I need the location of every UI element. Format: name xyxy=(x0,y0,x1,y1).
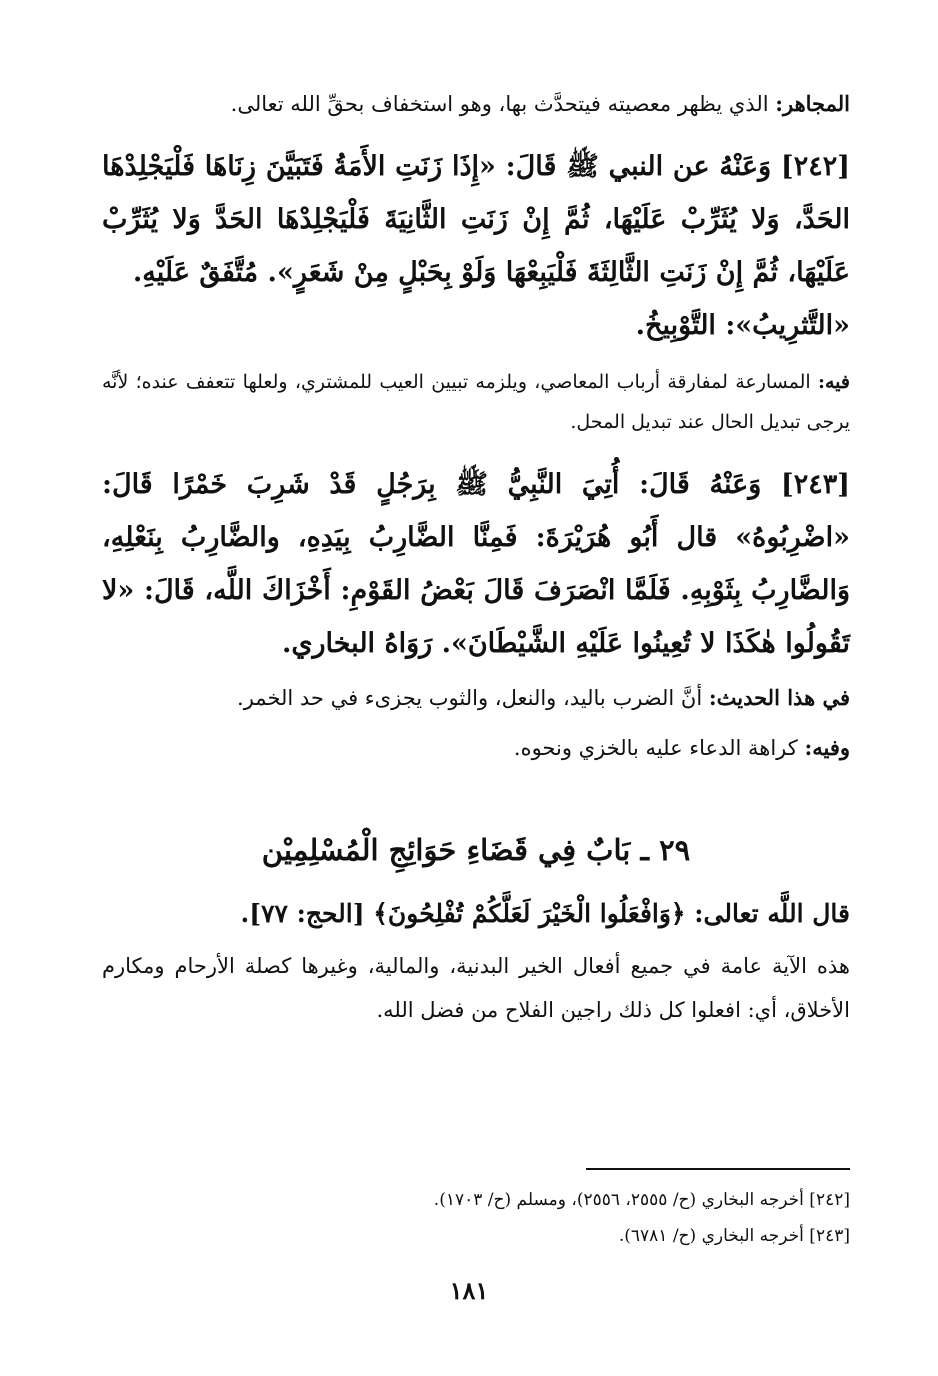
chapter-title: ٢٩ ـ بَابٌ فِي قَضَاءِ حَوَائِجِ الْمُسْلِمِيْن xyxy=(261,833,691,867)
hadith-243-commentary-2-label: وفيه: xyxy=(804,735,850,760)
footnotes xyxy=(102,1168,850,1254)
verse-commentary: هذه الآية عامة في جميع أفعال الخير البدنية، والمالية، وغيرها كصلة الأرحام ومكارم الأخلاق، أي: افعلوا كل ذلك راجين الفلاح من فضل الله. xyxy=(102,954,850,1022)
footnote-242: [٢٤٢] أخرجه البخاري (ح/ ٢٥٥٥، ٢٥٥٦)، ومسلم (ح/ ١٧٠٣). xyxy=(433,1190,850,1210)
hadith-242-commentary-text: المسارعة لمفارقة أرباب المعاصي، ويلزمه تبيين العيب للمشتري، ولعلها تتعفف عنده؛ لأنَّه يرجى تبديل الحال عند تبديل المحل. xyxy=(102,371,850,433)
hadith-242-commentary xyxy=(102,362,850,442)
hadith-243-commentary-1-text: أنَّ الضرب باليد، والنعل، والثوب يجزىء في حد الخمر. xyxy=(237,686,703,710)
footnote-divider xyxy=(586,1168,850,1170)
hadith-243-commentary-1 xyxy=(102,676,850,720)
verse-intro: قال اللَّه تعالى: xyxy=(694,899,850,928)
hadith-243-commentary-1-label: في هذا الحديث: xyxy=(708,685,850,710)
hadith-242-gloss: «التَّثرِيبُ»: التَّوْبِيخُ. xyxy=(635,310,850,341)
intro-term: المجاهر: xyxy=(775,91,850,116)
page-number: ١٨١ xyxy=(449,1276,489,1305)
intro-text: الذي يظهر معصيته فيتحدَّث بها، وهو استخفاف بحقِّ الله تعالى. xyxy=(230,92,769,116)
intro-paragraph xyxy=(102,82,850,126)
hadith-242-text: [٢٤٢] وَعَنْهُ عن النبي ﷺ قَالَ: «إِذَا زَنَتِ الأَمَةُ فَتَبَيَّنَ زِنَاهَا فَلْيَجْلِدْهَا الحَدَّ، وَلا يُثَرِّبْ عَلَيْهَا، ثُمَّ إِنْ زَنَتِ الثَّانِيَةَ فَلْيَجْلِدْهَا الحَدَّ وَلا يُثَرِّبْ عَلَيْهَا، ثُمَّ إِنْ زَنَتِ الثَّالِثَةَ فَلْيَبِعْهَا وَلَوْ بِحَبْلٍ مِنْ شَعَرٍ». مُتَّفَقٌ عَلَيْهِ. xyxy=(102,151,850,288)
hadith-243-commentary-2 xyxy=(102,726,850,770)
footnote-243: [٢٤٣] أخرجه البخاري (ح/ ٦٧٨١). xyxy=(618,1226,850,1246)
verse-reference: [الحج: ٧٧]. xyxy=(240,899,365,928)
verse-text: ﴿وَافْعَلُوا الْخَيْرَ لَعَلَّكُمْ تُفْلِحُونَ﴾ xyxy=(373,899,686,928)
hadith-243-text: [٢٤٣] وَعَنْهُ قَالَ: أُتِيَ النَّبِيُّ ﷺ بِرَجُلٍ قَدْ شَرِبَ خَمْرًا قَالَ: «اضْرِبُوهُ» قال أَبُو هُرَيْرَةَ: فَمِنَّا الضَّارِبُ بِيَدِهِ، والضَّارِبُ بِنَعْلِهِ، وَالضَّارِبُ بِثَوْبِهِ. فَلَمَّا انْصَرَفَ قَالَ بَعْضُ القَوْمِ: أَخْزَاكَ اللَّه، قَالَ: «لا تَقُولُوا هٰكَذَا لا تُعِينُوا عَلَيْهِ الشَّيْطَانَ». رَوَاهُ البخاري. xyxy=(102,469,850,659)
hadith-243-commentary-2-text: كراهة الدعاء عليه بالخزي ونحوه. xyxy=(513,736,798,760)
hadith-242-commentary-label: فيه: xyxy=(817,371,850,393)
quran-verse xyxy=(102,888,850,940)
